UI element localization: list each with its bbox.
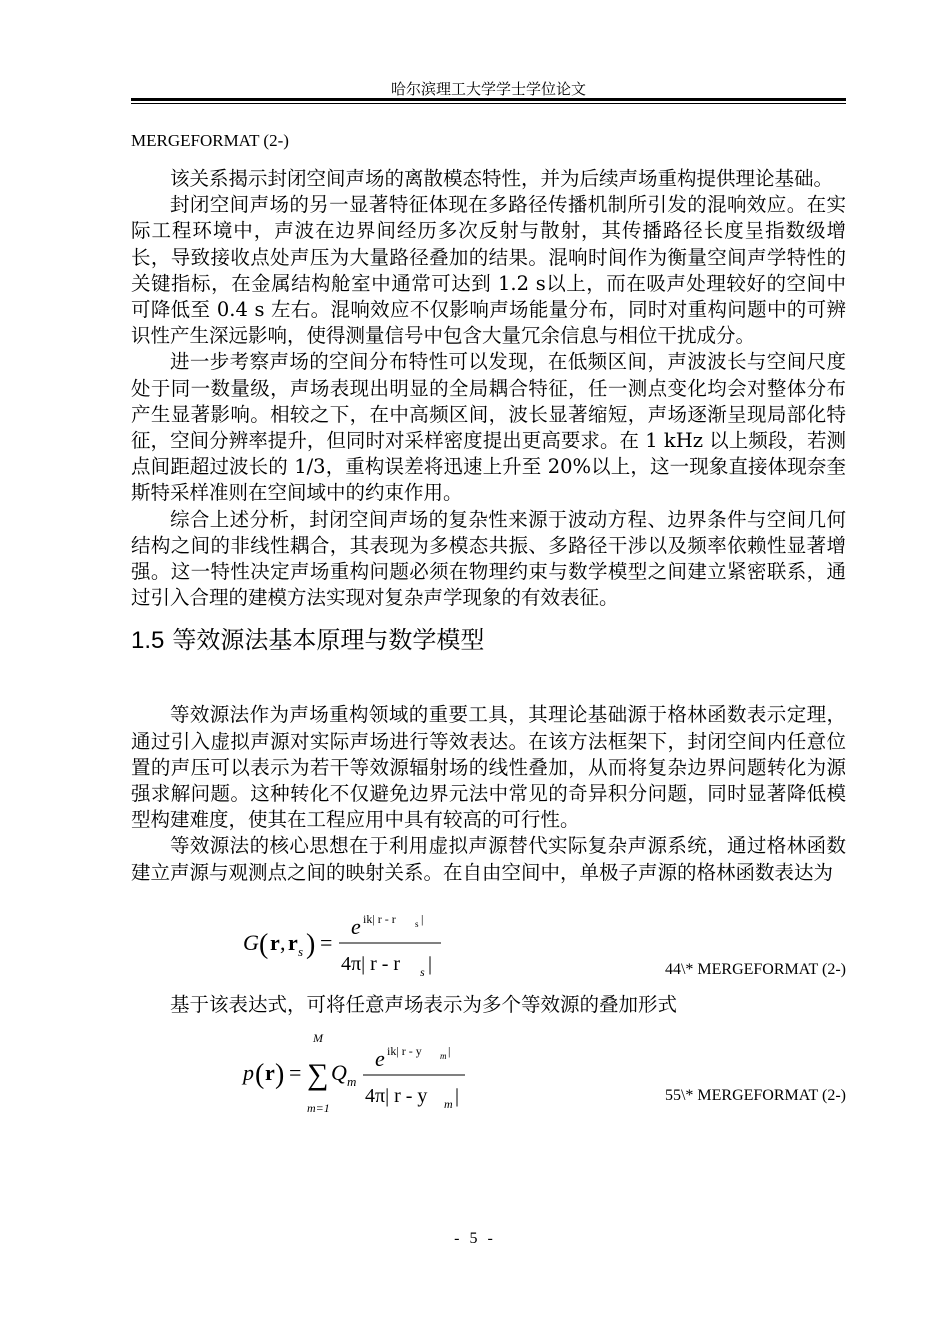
equation-1-graphic (243, 900, 483, 980)
eq2-coef: Q (331, 1060, 347, 1086)
section-number: 1.5 (131, 627, 165, 655)
eq2-coef-sub: m (347, 1074, 357, 1090)
equation-green-function (131, 900, 846, 984)
eq2-lhs: p (243, 1060, 254, 1086)
eq1-open-paren: ( (259, 928, 269, 960)
eq1-equals: = (320, 929, 333, 955)
eq1-arg-rs: r (288, 929, 298, 955)
eq2-close-paren: ) (275, 1059, 285, 1091)
eq2-num-exp-sub: m (440, 1051, 447, 1062)
page-header: 哈尔滨理工大学学士学位论文 (390, 80, 586, 98)
eq1-num-exp-sub: s (415, 918, 419, 929)
eq1-num-exp-end: | (421, 911, 424, 926)
eq1-den-end: | (428, 952, 433, 975)
eq2-num-exp-end: | (448, 1044, 451, 1059)
equation-superposition (131, 1028, 846, 1120)
equation-2-graphic (243, 1028, 483, 1120)
paragraph: 等效源法的核心思想在于利用虚拟声源替代实际复杂声源系统，通过格林函数建立声源与观测点之间的映射关系。在自由空间中，单极子声源的格林函数表达为 (131, 834, 846, 884)
paragraph: 封闭空间声场的另一显著特征体现在多路径传播机制所引发的混响效应。在实际工程环境中，声波在边界间经历多次反射与散射，其传播路径长度呈指数级增长，导致接收点处声压为大量路径叠加的结果。混响时间作为衡量空间声学特性的关键指标，在金属结构舱室中通常可达到 1.2 s以上，而在吸声处理较好的空间中可降低至 0.4 s 左右。混响效应不仅影响声场能量分布，同时对重构问题中的可辨识性产生深远影响，使得测量信号中包含大量冗余信息与相位干扰成分。 (131, 193, 846, 348)
eq2-sum-top: M (313, 1031, 323, 1046)
eq1-den: 4π| r - r (341, 952, 401, 975)
eq1-close-paren: ) (306, 928, 316, 960)
paragraph: 进一步考察声场的空间分布特性可以发现，在低频区间，声波波长与空间尺度处于同一数量级，声场表现出明显的全局耦合特征，任一测点变化均会对整体分布产生显著影响。相较之下，在中高频区间，波长显著缩短，声场逐渐呈现局部化特征，空间分辨率提升，但同时对采样密度提出更高要求。在 1 kHz 以上频段，若测点间距超过波长的 1/3，重构误差将迅速上升至 20%以上，这一现象直接体现奈奎斯特采样准则在空间域中的约束作用。 (131, 350, 846, 505)
eq1-arg-sub: s (298, 943, 304, 959)
eq2-sum-bottom: m=1 (307, 1101, 330, 1116)
eq2-num-e: e (375, 1046, 385, 1072)
merge-field-text: MERGEFORMAT (2-) (131, 131, 289, 150)
page-number: - 5 - (454, 1230, 496, 1247)
equation-1-label: 44\* MERGEFORMAT (2-) (664, 960, 846, 978)
paragraph: 综合上述分析，封闭空间声场的复杂性来源于波动方程、边界条件与空间几何结构之间的非线性耦合，其表现为多模态共振、多路径干涉以及频率依赖性显著增强。这一特性决定声场重构问题必须在物理约束与数学模型之间建立紧密联系，通过引入合理的建模方法实现对复杂声学现象的有效表征。 (131, 507, 846, 610)
eq2-num-exp: ik| r - y (387, 1044, 422, 1059)
eq2-den-sub: m (444, 1097, 453, 1112)
eq1-comma: , (280, 929, 286, 955)
eq2-open-paren: ( (255, 1059, 265, 1091)
paragraph: 该关系揭示封闭空间声场的离散模态特性，并为后续声场重构提供理论基础。 (170, 167, 834, 190)
paragraph: 基于该表达式，可将任意声场表示为多个等效源的叠加形式 (170, 992, 678, 1016)
header-rule-thin (131, 103, 846, 104)
eq1-arg-r: r (270, 929, 280, 955)
eq2-sum-sign: ∑ (307, 1058, 329, 1092)
eq1-lhs-func: G (243, 929, 259, 955)
section-title: 等效源法基本原理与数学模型 (172, 626, 485, 655)
paragraph: 等效源法作为声场重构领域的重要工具，其理论基础源于格林函数表示定理，通过引入虚拟声源对实际声场进行等效表达。在该方法框架下，封闭空间内任意位置的声压可以表示为若干等效源辐射场的线性叠加，从而将复杂边界问题转化为源强求解问题。这种转化不仅避免边界元法中常见的奇异积分问题，同时显著降低模型构建难度，使其在工程应用中具有较高的可行性。 (131, 703, 846, 832)
equation-2-label: 55\* MERGEFORMAT (2-) (664, 1087, 846, 1105)
header-rule-thick (131, 98, 846, 101)
eq1-den-sub: s (420, 964, 425, 979)
eq1-num-e: e (351, 913, 361, 939)
eq1-num-exp: ik| r - r (363, 911, 396, 926)
section-heading (131, 625, 846, 656)
eq2-arg: r (265, 1060, 275, 1086)
page-body (131, 128, 846, 1120)
eq2-den-end: | (455, 1085, 460, 1108)
eq2-equals: = (289, 1060, 302, 1086)
eq2-den: 4π| r - y (365, 1085, 428, 1108)
